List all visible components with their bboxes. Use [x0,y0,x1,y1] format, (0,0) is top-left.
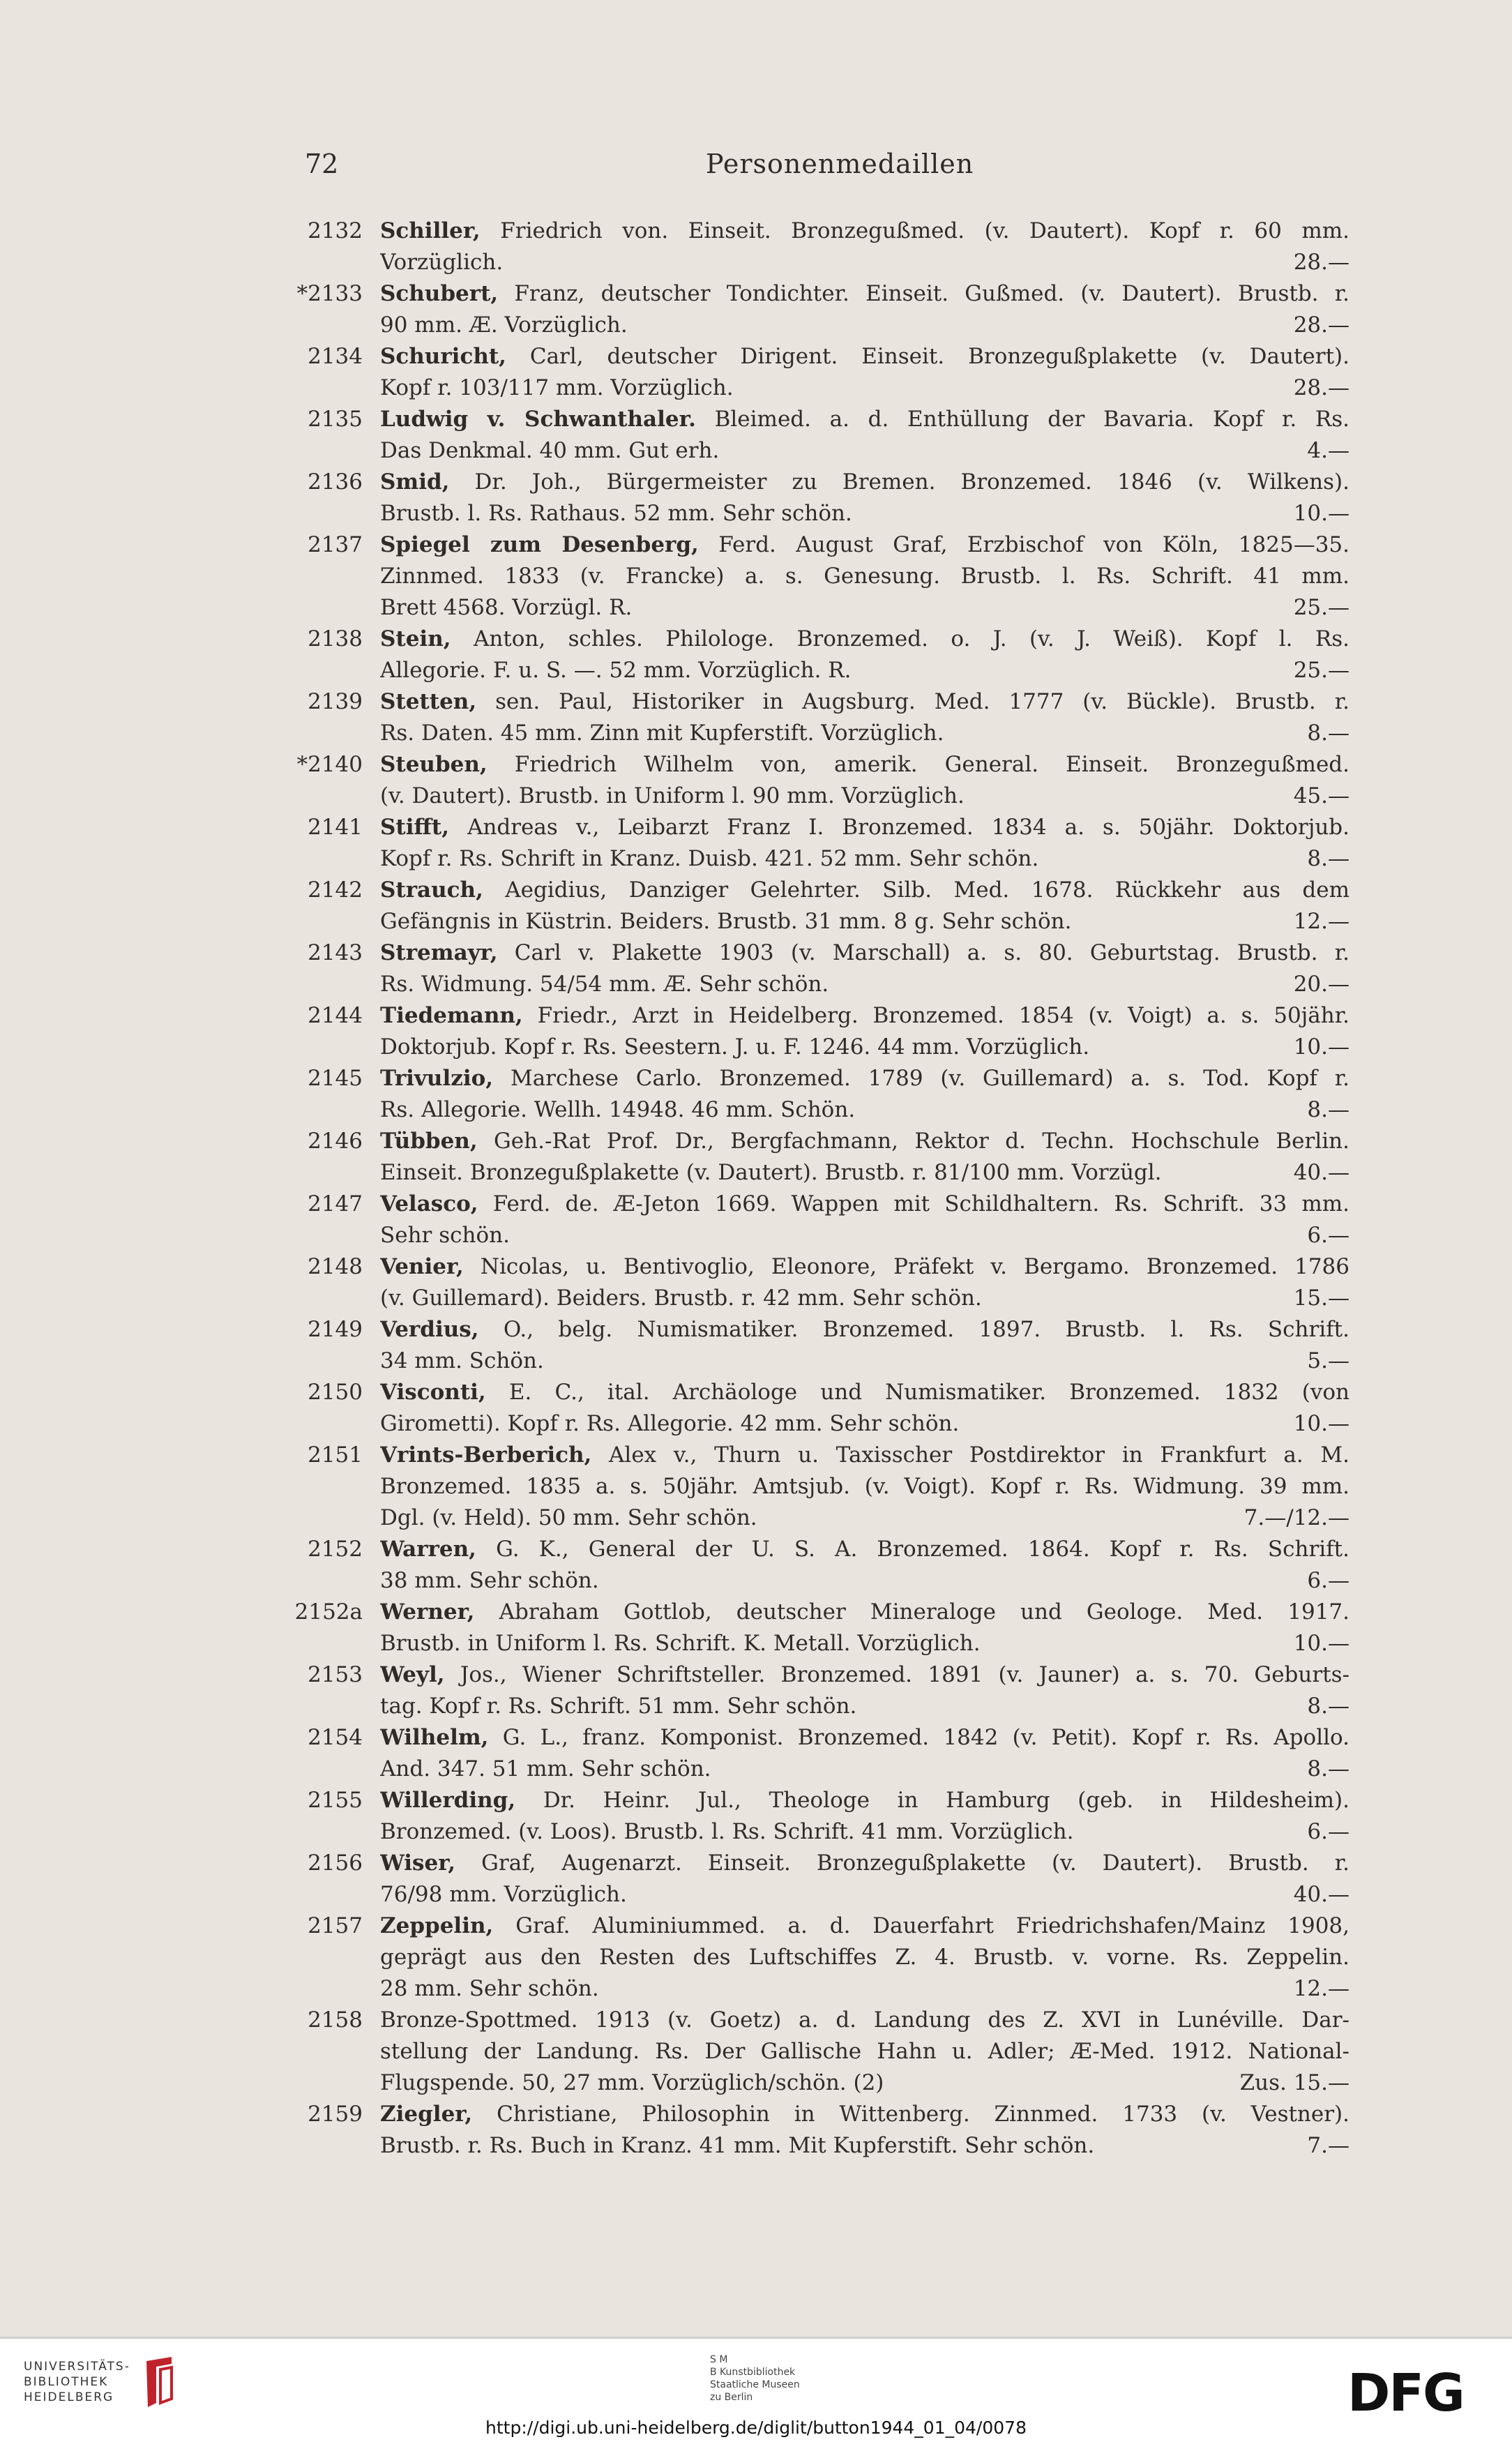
entry-description: E. C., ital. Archäologe und Numismatiker. Bronzemed. 1832 (von [508,1380,1350,1405]
entry-price: 10.— [1288,1032,1350,1063]
entry-description: Jos., Wiener Schriftsteller. Bronzemed. 1891 (v. Jauner) a. s. 70. Geburts- [460,1662,1350,1687]
entry-line [380,749,1350,781]
entry-description: 90 mm. Æ. Vorzüglich. [380,312,628,338]
entry-line [380,2036,1350,2067]
entry-number: 2143 [308,940,363,965]
entry-number: 2144 [308,1003,363,1028]
entry-description: Abraham Gottlob, deutscher Mineraloge und Geologe. Med. 1917. [499,1599,1350,1625]
entry-description: Kopf r. Rs. Schrift in Kranz. Duisb. 421. 52 mm. Sehr schön. [380,846,1039,871]
entry-description: (v. Dautert). Brustb. in Uniform l. 90 mm. Vorzüglich. [380,783,965,808]
entry-number: 2149 [308,1317,363,1342]
entry-line [380,1346,1350,1377]
entry-price: 8.— [1301,1754,1350,1785]
library-line: BIBLIOTHEK [24,2375,109,2389]
entry-description: Friedrich von. Einseit. Bronzegußmed. (v. Dautert). Kopf r. 60 mm. [500,218,1350,243]
entry-line [380,1220,1350,1251]
entry-line [380,1032,1350,1063]
entry-line [380,1565,1350,1597]
entry-number: 2152a [294,1599,363,1625]
entry-price: 6.— [1301,1220,1350,1251]
entry-name: Strauch, [380,877,483,903]
catalog-entry [0,937,1512,1000]
entry-line [380,624,1350,655]
entry-price: 4.— [1301,435,1350,467]
entry-description: 38 mm. Sehr schön. [380,1568,599,1593]
catalog-entry [0,278,1512,341]
entry-name: Stetten, [380,689,477,714]
catalog-entry [0,341,1512,404]
entry-description: Andreas v., Leibarzt Franz I. Bronzemed. 1834 a. s. 50jähr. Doktorjub. [467,815,1350,840]
entry-line [380,969,1350,1000]
entry-description: Nicolas, u. Bentivoglio, Eleonore, Präfekt v. Bergamo. Bronzemed. 1786 [480,1254,1350,1279]
entry-name: Schuricht, [380,344,506,369]
library-line: HEIDELBERG [24,2390,114,2404]
dfg-logo: DFG [1347,2363,1464,2423]
entry-description: Bleimed. a. d. Enthüllung der Bavaria. Kopf r. Rs. [714,407,1350,432]
university-library-label [24,2359,130,2405]
entry-line [380,561,1350,592]
entry-number: 2145 [308,1066,363,1091]
entry-line [380,843,1350,875]
entry-line [380,1377,1350,1408]
entry-description: G. L., franz. Komponist. Bronzemed. 1842 (v. Petit). Kopf r. Rs. Apollo. [502,1725,1350,1750]
entry-description: (v. Guillemard). Beiders. Brustb. r. 42 mm. Sehr schön. [380,1286,982,1311]
entry-description: Sehr schön. [380,1223,510,1248]
entry-description: Franz, deutscher Tondichter. Einseit. Gußmed. (v. Dautert). Brustb. r. [514,281,1350,306]
entry-description: Zinnmed. 1833 (v. Francke) a. s. Genesung. Brustb. l. Rs. Schrift. 41 mm. [380,564,1350,589]
entry-name: Steuben, [380,752,487,777]
entry-description: tag. Kopf r. Rs. Schrift. 51 mm. Sehr schön. [380,1694,857,1719]
entry-description: Dgl. (v. Held). 50 mm. Sehr schön. [380,1505,757,1530]
footer-divider [0,2337,1512,2339]
entry-name: Ziegler, [380,2102,473,2127]
entry-description: stellung der Landung. Rs. Der Gallische Hahn u. Adler; Æ-Med. 1912. National- [380,2039,1350,2064]
catalog-entry [0,686,1512,749]
entry-price: 8.— [1301,718,1350,749]
entry-line [380,812,1350,843]
entry-description: Ferd. de. Æ-Jeton 1669. Wappen mit Schildhaltern. Rs. Schrift. 33 mm. [492,1191,1350,1216]
entry-price: 25.— [1288,592,1350,624]
entry-number: 2154 [308,1725,363,1750]
university-logo-icon [137,2354,181,2410]
entry-name: Wilhelm, [380,1725,489,1750]
entry-line [380,1722,1350,1754]
catalog-entry [0,1848,1512,1910]
entry-price: 25.— [1288,655,1350,686]
entry-line [380,686,1350,718]
entry-line [380,718,1350,749]
stamp-line: S M [710,2354,728,2365]
entry-description: Bronzemed. (v. Loos). Brustb. l. Rs. Schrift. 41 mm. Vorzüglich. [380,1819,1074,1844]
entry-line [380,404,1350,435]
entry-line [380,467,1350,498]
entry-line [380,498,1350,529]
entry-description: Geh.-Rat Prof. Dr., Bergfachmann, Rektor d. Techn. Hochschule Berlin. [494,1129,1350,1154]
entry-number: 2157 [308,1913,363,1938]
entry-line [380,1534,1350,1565]
running-title: Personenmedaillen [706,149,974,179]
entry-line [380,875,1350,906]
entry-number: 2153 [308,1662,363,1687]
entry-description: Gefängnis in Küstrin. Beiders. Brustb. 31 mm. 8 g. Sehr schön. [380,909,1072,934]
entry-line [380,1910,1350,1942]
entry-name: Weyl, [380,1662,445,1687]
entry-line [380,906,1350,937]
entry-line [380,1973,1350,2005]
catalog-entry [0,1534,1512,1597]
entry-description: Aegidius, Danziger Gelehrter. Silb. Med. 1678. Rückkehr aus dem [505,877,1350,903]
entry-price: 7.— [1301,2130,1350,2162]
entry-description: Ferd. August Graf, Erzbischof von Köln, 1825—35. [718,532,1350,557]
entry-line [380,372,1350,404]
entry-description: Marchese Carlo. Bronzemed. 1789 (v. Guillemard) a. s. Tod. Kopf r. [510,1066,1350,1091]
entry-line [380,2005,1350,2036]
entry-line [380,1691,1350,1722]
entry-price: 28.— [1288,310,1350,341]
entry-description: Flugspende. 50, 27 mm. Vorzüglich/schön. (2) [380,2070,884,2095]
entry-price: 12.— [1288,1973,1350,2005]
entry-number: 2139 [308,689,363,714]
entry-line [380,1314,1350,1346]
catalog-entry [0,1910,1512,2005]
catalog-entry [0,812,1512,875]
entry-name: Spiegel zum Desenberg, [380,532,699,557]
catalog-entry [0,1785,1512,1848]
museum-stamp [710,2353,800,2404]
entry-line [380,1126,1350,1157]
entry-name: Stremayr, [380,940,498,965]
entry-description: Brustb. r. Rs. Buch in Kranz. 41 mm. Mit Kupferstift. Sehr schön. [380,2133,1095,2158]
catalog-entry [0,1251,1512,1314]
entry-line [380,1628,1350,1659]
entry-name: Smid, [380,469,450,495]
entry-description: 28 mm. Sehr schön. [380,1976,599,2001]
stamp-line: Staatliche Museen [710,2379,800,2390]
catalog-entry [0,1126,1512,1189]
entry-line [380,2099,1350,2130]
entry-number: *2133 [296,281,363,306]
catalog-entry [0,1722,1512,1785]
entry-number: 2150 [308,1380,363,1405]
entry-description: G. K., General der U. S. A. Bronzemed. 1864. Kopf r. Rs. Schrift. [496,1537,1350,1562]
entry-line [380,310,1350,341]
catalog-entry [0,2005,1512,2099]
entry-line [380,1785,1350,1816]
entry-number: 2146 [308,1129,363,1154]
entry-description: geprägt aus den Resten des Luftschiffes Z. 4. Brustb. v. vorne. Rs. Zeppelin. [380,1945,1350,1970]
entry-name: Velasco, [380,1191,478,1216]
entry-price: 45.— [1288,781,1350,812]
catalog-entry [0,1000,1512,1063]
entry-number: 2151 [308,1442,363,1468]
entry-description: Friedrich Wilhelm von, amerik. General. Einseit. Bronzegußmed. [514,752,1350,777]
entry-price: 28.— [1288,372,1350,404]
entry-price: 15.— [1288,1283,1350,1314]
entry-number: 2134 [308,344,363,369]
entry-line [380,529,1350,561]
entry-line [380,937,1350,969]
source-url-link[interactable]: http://digi.ub.uni-heidelberg.de/diglit/button1944_01_04/0078 [485,2418,1027,2438]
entry-name: Tiedemann, [380,1003,523,1028]
entry-price: 6.— [1301,1565,1350,1597]
entry-name: Vrints-Berberich, [380,1442,592,1468]
entry-description: O., belg. Numismatiker. Bronzemed. 1897. Brustb. l. Rs. Schrift. [503,1317,1350,1342]
entry-line [380,1408,1350,1440]
page-number: 72 [305,149,339,179]
entry-description: Allegorie. F. u. S. —. 52 mm. Vorzüglich. R. [380,658,852,683]
entry-name: Zeppelin, [380,1913,494,1938]
entry-line [380,1157,1350,1189]
library-line: UNIVERSITÄTS- [24,2360,130,2374]
entry-price: 10.— [1288,1628,1350,1659]
catalog-entry [0,1440,1512,1534]
entry-line [380,655,1350,686]
entry-description: And. 347. 51 mm. Sehr schön. [380,1756,711,1781]
catalog-entry [0,1189,1512,1251]
entry-number: 2136 [308,469,363,495]
entry-description: Einseit. Bronzegußplakette (v. Dautert). Brustb. r. 81/100 mm. Vorzügl. [380,1160,1162,1185]
catalog-entry [0,749,1512,812]
catalog-entry [0,404,1512,467]
entry-description: 34 mm. Schön. [380,1348,544,1373]
catalog-entry [0,1377,1512,1440]
entry-number: 2141 [308,815,363,840]
entry-line [380,2067,1350,2099]
entry-description: Girometti). Kopf r. Rs. Allegorie. 42 mm. Sehr schön. [380,1411,960,1436]
entry-line [380,1189,1350,1220]
catalog-entry [0,1597,1512,1659]
entry-number: 2148 [308,1254,363,1279]
entry-description: Vorzüglich. [380,250,504,275]
entry-name: Wiser, [380,1851,456,1876]
entry-price: 20.— [1288,969,1350,1000]
catalog-entry [0,875,1512,937]
entry-price: 8.— [1301,843,1350,875]
entry-description: Carl v. Plakette 1903 (v. Marschall) a. s. 80. Geburtstag. Brustb. r. [514,940,1350,965]
entry-price: 40.— [1288,1879,1350,1910]
entry-description: 76/98 mm. Vorzüglich. [380,1882,627,1907]
entry-description: Graf, Augenarzt. Einseit. Bronzegußplakette (v. Dautert). Brustb. r. [481,1851,1350,1876]
stamp-line: B Kunstbibliothek [710,2367,796,2378]
catalog-entry [0,624,1512,686]
entry-name: Schubert, [380,281,499,306]
entry-name: Stifft, [380,815,450,840]
entry-number: 2132 [308,218,363,243]
entry-price: 8.— [1301,1094,1350,1126]
entry-name: Willerding, [380,1788,516,1813]
catalog-entry [0,467,1512,529]
entry-description: Brustb. in Uniform l. Rs. Schrift. K. Metall. Vorzüglich. [380,1631,981,1656]
entry-description: Rs. Daten. 45 mm. Zinn mit Kupferstift. Vorzüglich. [380,721,944,746]
entry-name: Warren, [380,1537,476,1562]
entry-number: 2155 [308,1788,363,1813]
entry-description: Dr. Joh., Bürgermeister zu Bremen. Bronzemed. 1846 (v. Wilkens). [474,469,1350,495]
entry-name: Ludwig v. Schwanthaler. [380,407,696,432]
entry-price: 7.—/12.— [1239,1502,1350,1534]
catalog-entry [0,1063,1512,1126]
entry-description: Doktorjub. Kopf r. Rs. Seestern. J. u. F. 1246. 44 mm. Vorzüglich. [380,1034,1090,1060]
entry-line [380,1063,1350,1094]
entry-name: Visconti, [380,1380,486,1405]
entry-line [380,1754,1350,1785]
entry-description: Bronze-Spottmed. 1913 (v. Goetz) a. d. Landung des Z. XVI in Lunéville. Dar- [380,2007,1350,2033]
catalog-entry [0,1659,1512,1722]
entry-line [380,1816,1350,1848]
entry-number: 2138 [308,626,363,651]
entry-name: Stein, [380,626,451,651]
entry-price: 10.— [1288,498,1350,529]
entry-description: Das Denkmal. 40 mm. Gut erh. [380,438,720,463]
entry-line [380,1597,1350,1628]
entry-line [380,435,1350,467]
catalog-entry [0,1314,1512,1377]
entry-description: Brustb. l. Rs. Rathaus. 52 mm. Sehr schön. [380,501,852,526]
stamp-line: zu Berlin [710,2392,753,2403]
entry-line [380,247,1350,278]
entry-description: Rs. Widmung. 54/54 mm. Æ. Sehr schön. [380,972,829,997]
entry-number: 2147 [308,1191,363,1216]
entry-line [380,2130,1350,2162]
entry-name: Verdius, [380,1317,479,1342]
entry-name: Schiller, [380,218,481,243]
catalog-entry [0,529,1512,624]
entry-line [380,341,1350,372]
entry-line [380,1000,1350,1032]
entry-line [380,1502,1350,1534]
entry-description: Bronzemed. 1835 a. s. 50jähr. Amtsjub. (v. Voigt). Kopf r. Rs. Widmung. 39 mm. [380,1474,1350,1499]
entry-line [380,1251,1350,1283]
entry-description: Carl, deutscher Dirigent. Einseit. Bronzegußplakette (v. Dautert). [529,344,1350,369]
entry-line [380,1848,1350,1879]
entry-line [380,1440,1350,1471]
entry-line [380,1879,1350,1910]
entry-line [380,592,1350,624]
entry-line [380,216,1350,247]
entry-description: Kopf r. 103/117 mm. Vorzüglich. [380,375,734,400]
entry-description: Friedr., Arzt in Heidelberg. Bronzemed. 1854 (v. Voigt) a. s. 50jähr. [537,1003,1350,1028]
entry-line [380,781,1350,812]
entry-price: 6.— [1301,1816,1350,1848]
entry-number: *2140 [296,752,363,777]
entry-line [380,1283,1350,1314]
viewer-footer [0,2337,1512,2442]
entry-number: 2152 [308,1537,363,1562]
entry-description: Graf. Aluminiummed. a. d. Dauerfahrt Friedrichshafen/Mainz 1908, [515,1913,1350,1938]
entry-price: 28.— [1288,247,1350,278]
entry-list [0,216,1512,2162]
entry-number: 2159 [308,2102,363,2127]
entry-description: Alex v., Thurn u. Taxisscher Postdirektor in Frankfurt a. M. [609,1442,1350,1468]
entry-description: sen. Paul, Historiker in Augsburg. Med. 1777 (v. Bückle). Brustb. r. [495,689,1350,714]
entry-name: Trivulzio, [380,1066,494,1091]
entry-price: 5.— [1301,1346,1350,1377]
entry-line [380,1094,1350,1126]
entry-price: 12.— [1288,906,1350,937]
entry-number: 2137 [308,532,363,557]
entry-line [380,278,1350,310]
entry-description: Dr. Heinr. Jul., Theologe in Hamburg (geb. in Hildesheim). [543,1788,1350,1813]
entry-description: Rs. Allegorie. Wellh. 14948. 46 mm. Schön. [380,1097,856,1122]
entry-description: Brett 4568. Vorzügl. R. [380,595,633,620]
entry-price: 40.— [1288,1157,1350,1189]
entry-price: 8.— [1301,1691,1350,1722]
entry-name: Tübben, [380,1129,478,1154]
catalog-entry [0,2099,1512,2162]
entry-price: 10.— [1288,1408,1350,1440]
entry-name: Venier, [380,1254,464,1279]
entry-price: Zus. 15.— [1234,2067,1350,2099]
entry-number: 2156 [308,1851,363,1876]
entry-line [380,1659,1350,1691]
entry-name: Werner, [380,1599,475,1625]
entry-number: 2158 [308,2007,363,2033]
entry-number: 2142 [308,877,363,903]
entry-description: Christiane, Philosophin in Wittenberg. Zinnmed. 1733 (v. Vestner). [497,2102,1350,2127]
entry-line [380,1942,1350,1973]
entry-description: Anton, schles. Philologe. Bronzemed. o. J. (v. J. Weiß). Kopf l. Rs. [473,626,1350,651]
catalog-entry [0,216,1512,278]
entry-number: 2135 [308,407,363,432]
entry-line [380,1471,1350,1502]
